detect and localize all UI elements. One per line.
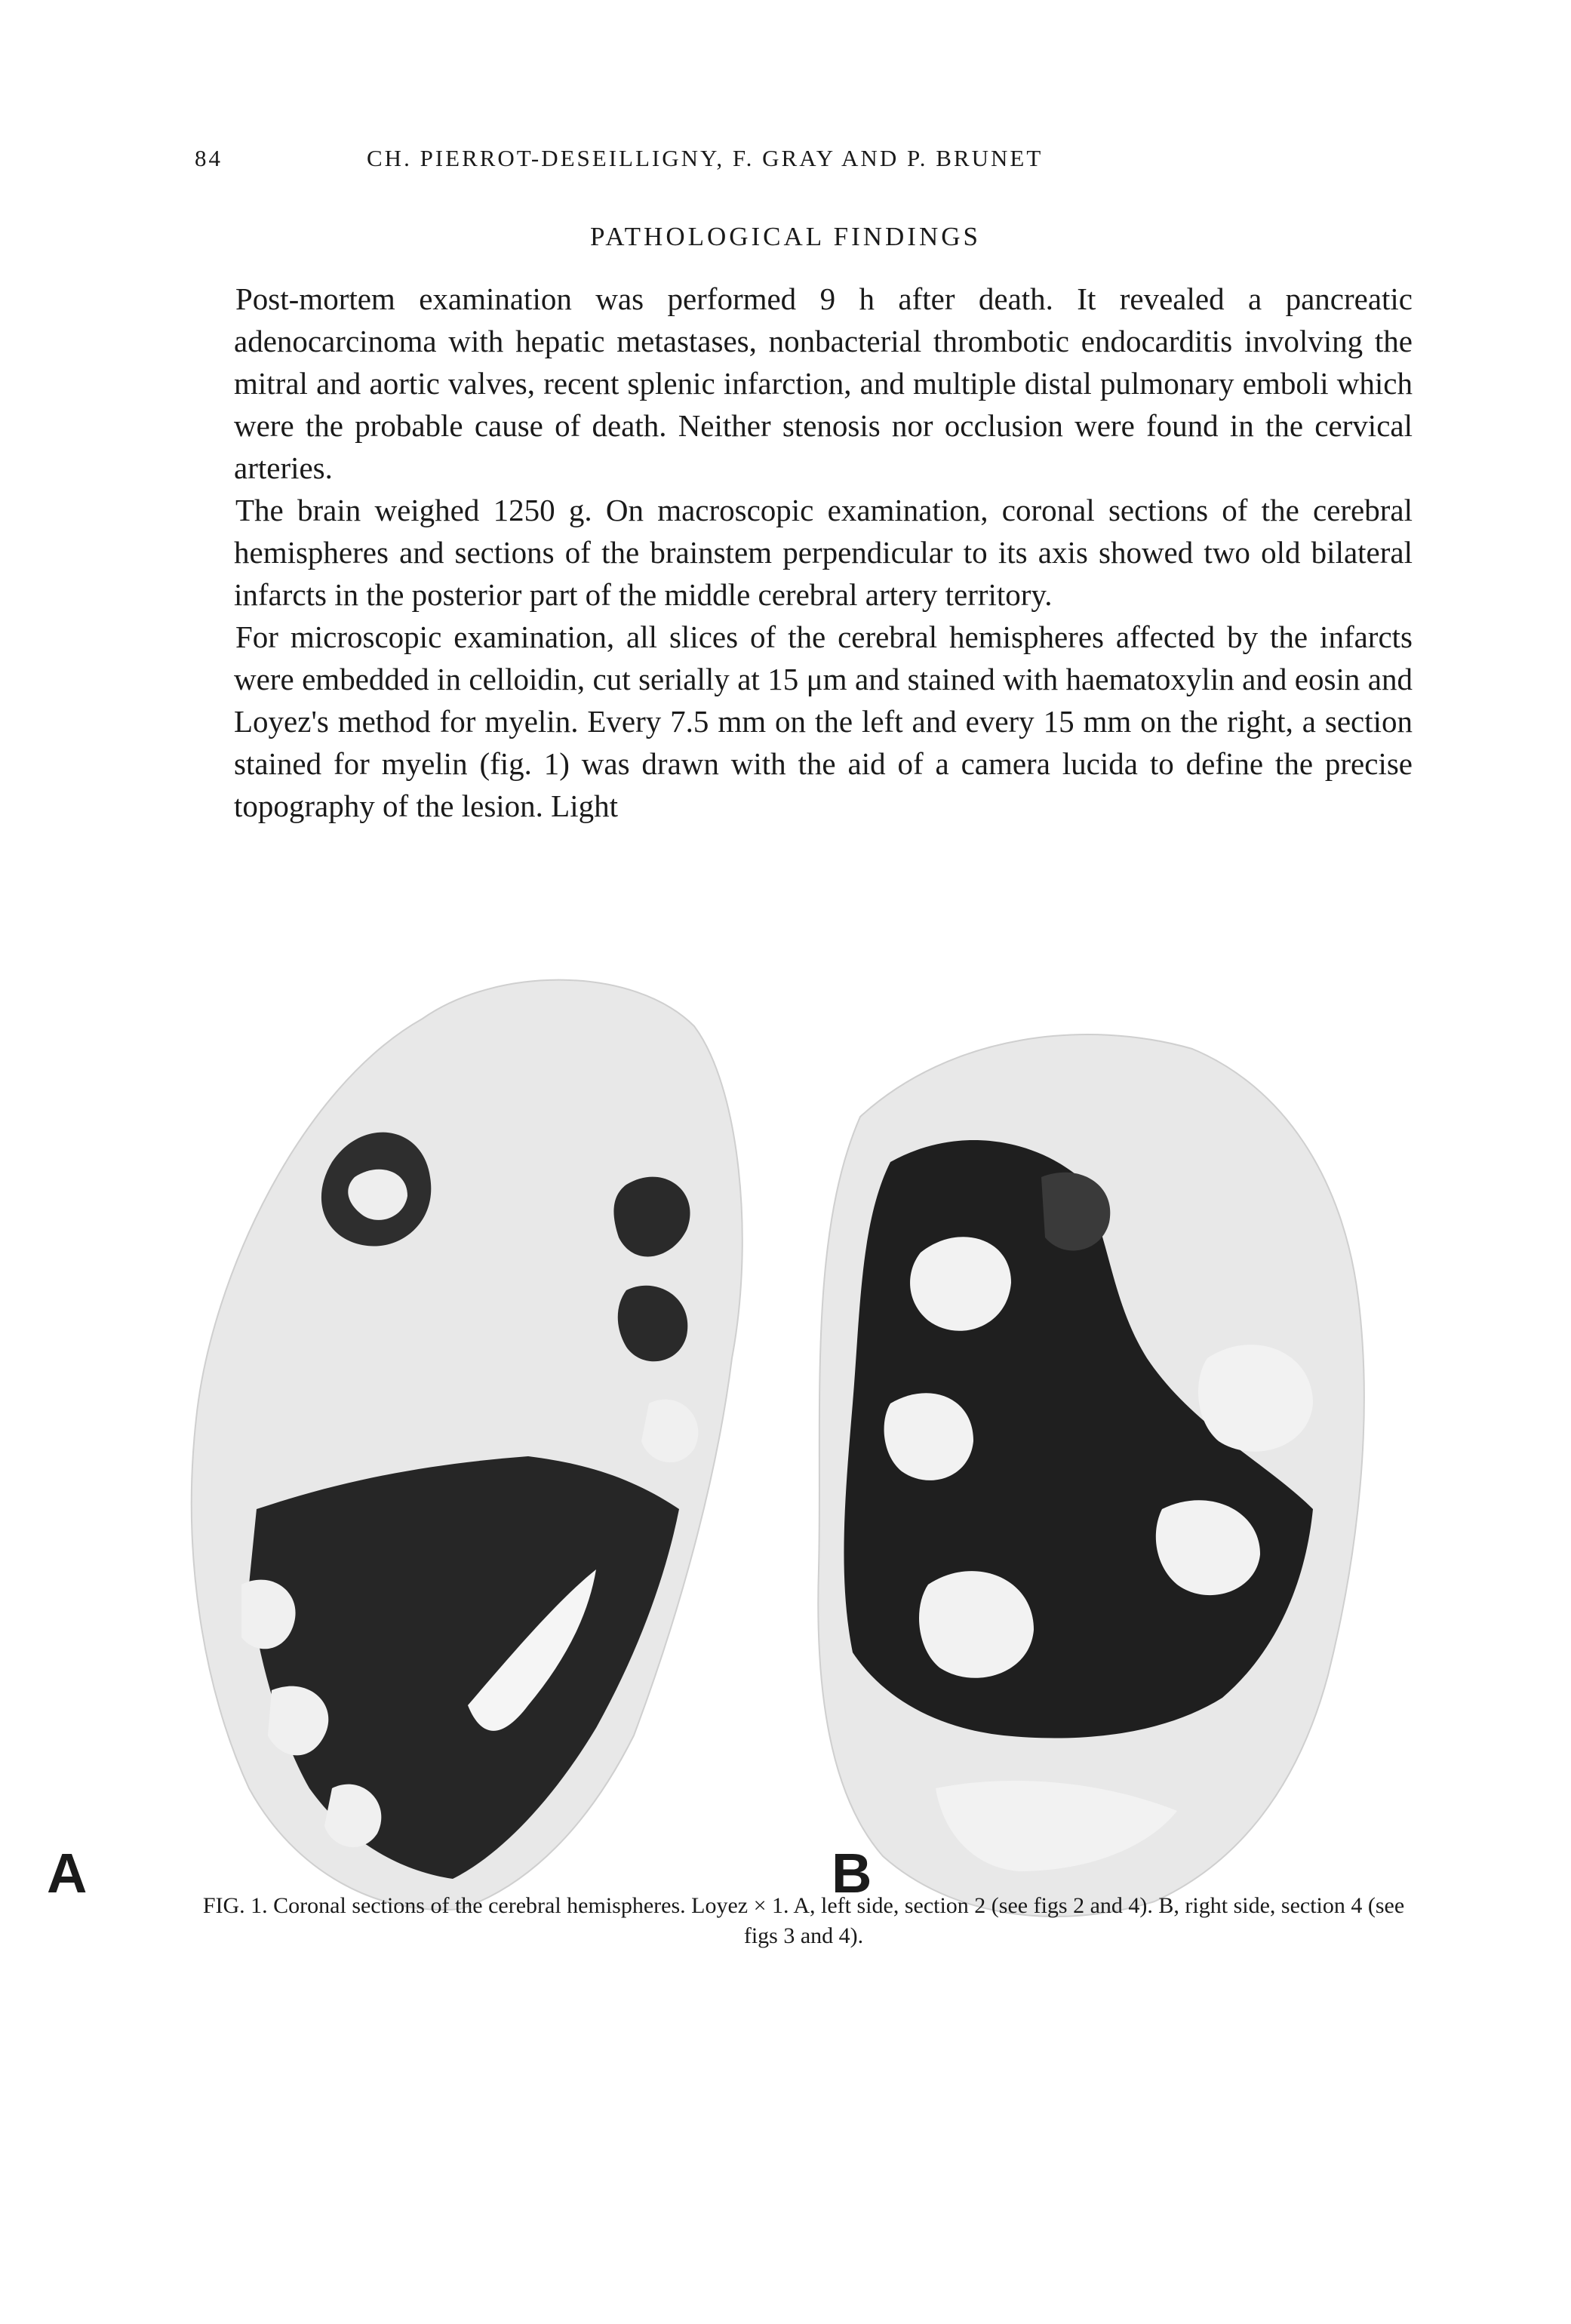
- paragraph-3: For microscopic examination, all slices of the cerebral hemispheres affected by the infarcts were embedded in celloidin, cut serially at 15 μm and stained with haematoxylin and eosin and Loyez's method for myelin. Every 7.5 mm on the left and every 15 mm on the right, a section stained for myelin (fig. 1) was drawn with the aid of a camera lucida to define the precise topography of the lesion. Light: [234, 619, 1413, 823]
- running-head: CH. PIERROT-DESEILLIGNY, F. GRAY AND P. BRUNET: [367, 145, 1044, 171]
- figure-1: [47, 936, 1464, 2324]
- panel-a-section: [192, 980, 742, 1910]
- panel-b-section: [818, 1034, 1364, 1917]
- panel-b-label: B: [832, 1842, 872, 1904]
- page-header: [195, 145, 1410, 190]
- brain-sections-image: [106, 936, 1464, 1947]
- body-text: [234, 278, 1413, 827]
- paragraph-2: The brain weighed 1250 g. On macroscopic examination, coronal sections of the cerebral hemispheres and sections of the brainstem perpendicular to its axis showed two old bilateral infarcts in the posterior part of the middle cerebral artery territory.: [234, 493, 1413, 612]
- figure-caption: FIG. 1. Coronal sections of the cerebral hemispheres. Loyez × 1. A, left side, section 2 (see figs 2 and 4). B, right side, section 4 (see figs 3 and 4).: [202, 1893, 1405, 1948]
- page-number: 84: [195, 145, 223, 171]
- panel-a-label: A: [47, 1842, 88, 1904]
- section-heading: PATHOLOGICAL FINDINGS: [590, 222, 981, 251]
- paragraph-1: Post-mortem examination was performed 9 h after death. It revealed a pancreatic adenocarcinoma with hepatic metastases, nonbacterial thrombotic endocarditis involving the mitral and aortic valves, recent splenic infarction, and multiple distal pulmonary emboli which were the probable cause of death. Neither stenosis nor occlusion were found in the cervical arteries.: [234, 281, 1413, 485]
